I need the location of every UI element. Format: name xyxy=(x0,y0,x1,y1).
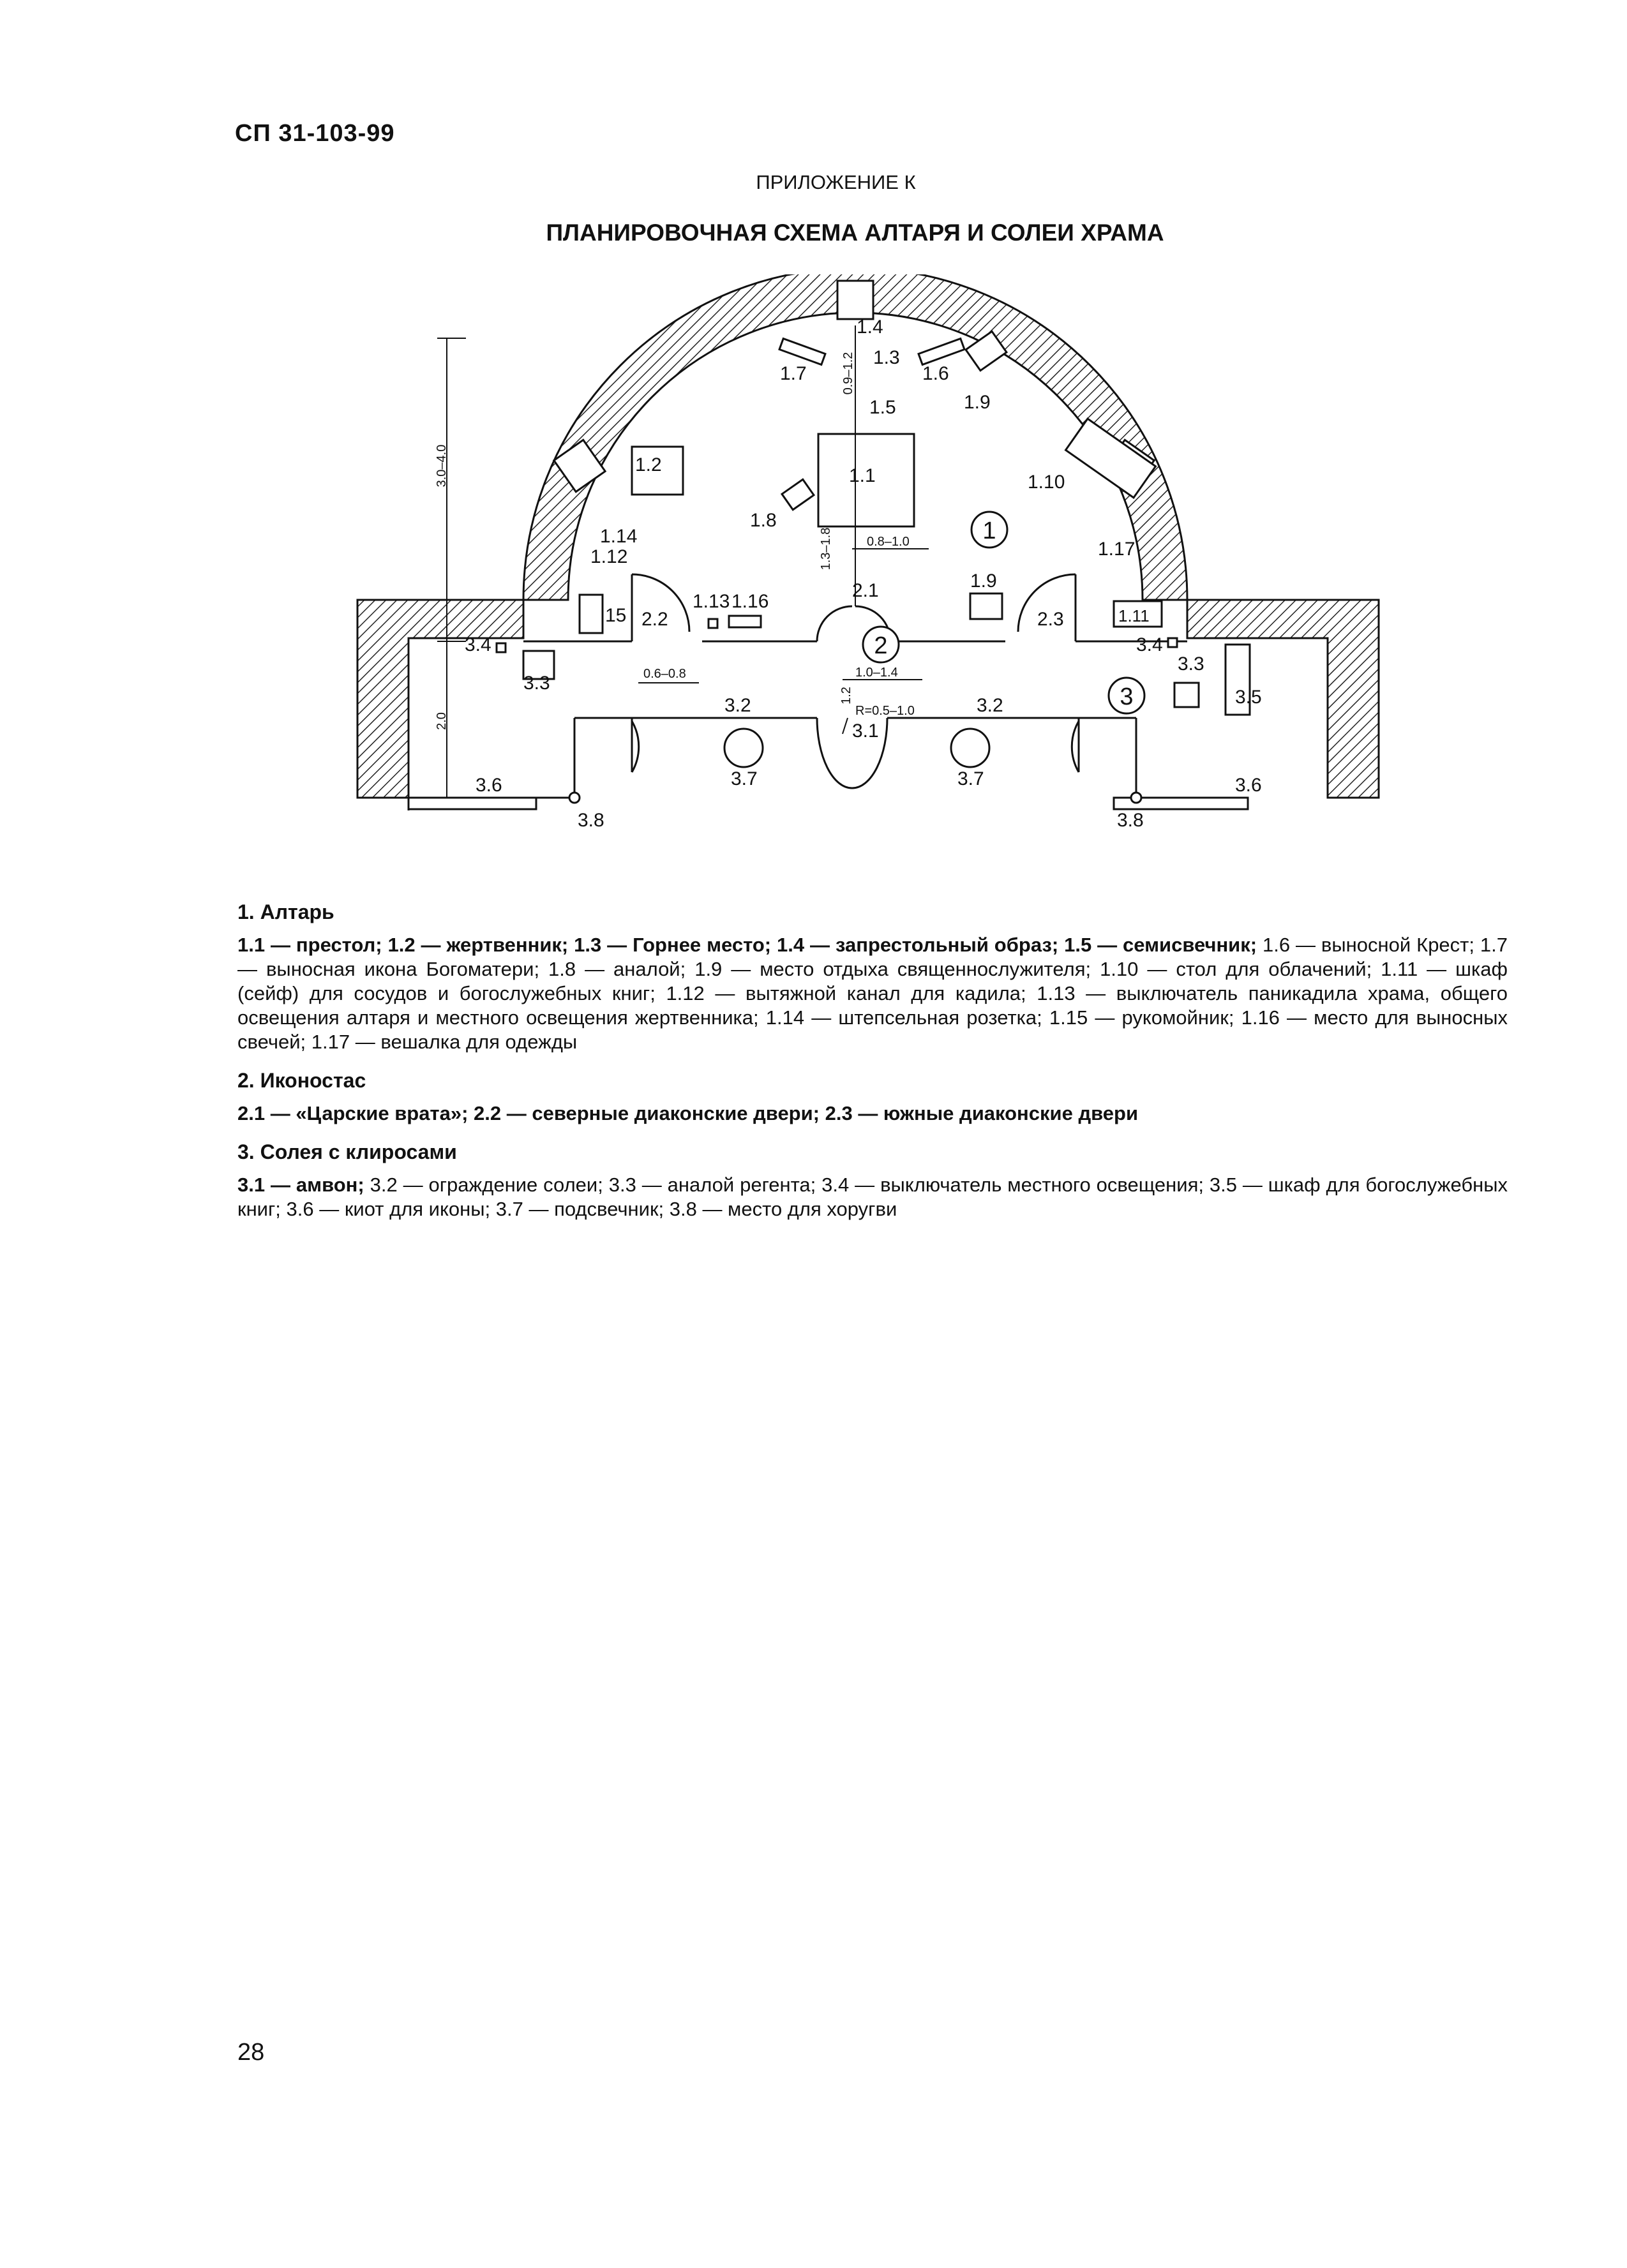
label-3-6a: 3.6 xyxy=(476,775,502,796)
seat-1-9b xyxy=(970,593,1002,619)
section-3-text xyxy=(237,1173,1508,1221)
label-3-4b: 3.4 xyxy=(1136,634,1163,655)
label-1-12: 1.12 xyxy=(590,546,628,567)
label-3-3a: 3.3 xyxy=(523,673,550,694)
switch-3-4-left xyxy=(497,643,506,652)
label-1-4: 1.4 xyxy=(857,317,883,338)
label-2-1: 2.1 xyxy=(852,580,879,601)
legend xyxy=(237,900,1508,1235)
dim-gate: 1.0–1.4 xyxy=(855,666,898,680)
label-1-1: 1.1 xyxy=(849,465,876,486)
section-2-bold: 2.1 — «Царские врата»; 2.2 — северные диаконские двери; 2.3 — южные диаконские двери xyxy=(237,1102,1138,1124)
label-1-15: 15 xyxy=(605,605,627,626)
switch-1-13 xyxy=(709,619,717,628)
label-3-5: 3.5 xyxy=(1235,687,1262,708)
label-1-16: 1.16 xyxy=(731,591,769,612)
dim-left: 0.6–0.8 xyxy=(643,667,686,681)
candle-place xyxy=(729,616,761,627)
banner-right xyxy=(1131,793,1141,803)
floor-plan-diagram xyxy=(332,274,1430,862)
label-1-8: 1.8 xyxy=(750,510,777,531)
dim-top: 0.9–1.2 xyxy=(841,352,855,395)
dim-solea: 1.2 xyxy=(839,687,853,705)
label-1-7: 1.7 xyxy=(780,363,807,384)
section-1-heading: 1. Алтарь xyxy=(237,900,334,923)
dim-radius: R=0.5–1.0 xyxy=(855,704,915,718)
icon-1-7 xyxy=(779,339,825,365)
dim-side: 1.3–1.8 xyxy=(819,527,833,571)
label-2-2: 2.2 xyxy=(641,609,668,630)
label-1-17: 1.17 xyxy=(1098,539,1136,560)
label-3-1: 3.1 xyxy=(852,720,879,742)
section-1-regular: 1.6 — выносной Крест; 1.7 — выносная икона Богоматери; 1.8 — аналой; 1.9 — место отдыха священнослужителя; 1.10 — стол для облачений; 1.11 — шкаф (сейф) для сосудов и богослужебных книг; 1.12 — вытяжной канал для кадила; 1.13 — выключатель паникадила храма, общего освещения алтаря и местного освещения жертвенника; 1.14 — штепсельная розетка; 1.15 — рукомойник; 1.16 — место для выносных свечей; 1.17 — вешалка для одежды xyxy=(237,934,1508,1053)
label-1-5: 1.5 xyxy=(869,397,896,418)
label-3-6b: 3.6 xyxy=(1235,775,1262,796)
label-3-2a: 3.2 xyxy=(724,695,751,716)
label-1-9b: 1.9 xyxy=(970,571,997,592)
lectern-3-3-right xyxy=(1174,683,1199,707)
left-wall xyxy=(357,600,523,798)
section-2-text xyxy=(237,1101,1508,1126)
label-3-2b: 3.2 xyxy=(977,695,1003,716)
candlestand-right xyxy=(951,729,989,767)
section-3-heading: 3. Солея с клиросами xyxy=(237,1140,457,1163)
label-3-7a: 3.7 xyxy=(731,768,758,789)
label-1-10: 1.10 xyxy=(1028,472,1065,493)
section-3-regular: 3.2 — ограждение солеи; 3.3 — аналой регента; 3.4 — выключатель местного освещения; 3.5 — шкаф для богослужебных книг; 3.6 — киот для иконы; 3.7 — подсвечник; 3.8 — место для хоругви xyxy=(237,1174,1508,1220)
zone-3-label: 3 xyxy=(1120,683,1134,710)
section-1-bold: 1.1 — престол; 1.2 — жертвенник; 1.3 — Горнее место; 1.4 — запрестольный образ; 1.5 — семисвечник; xyxy=(237,934,1257,956)
label-1-6: 1.6 xyxy=(922,363,949,384)
page-number: 28 xyxy=(237,2039,265,2066)
label-1-11: 1.11 xyxy=(1118,606,1150,625)
candlestand-left xyxy=(724,729,763,767)
appendix-label: ПРИЛОЖЕНИЕ К xyxy=(756,171,916,193)
banner-left xyxy=(569,793,580,803)
section-1-text xyxy=(237,933,1508,1054)
zone-1-label: 1 xyxy=(982,518,996,544)
label-1-3: 1.3 xyxy=(873,347,900,368)
icon-1-6 xyxy=(918,339,964,365)
zone-2-label: 2 xyxy=(874,632,888,659)
right-wall xyxy=(1187,600,1379,798)
label-3-3b: 3.3 xyxy=(1178,653,1204,675)
label-2-3: 2.3 xyxy=(1037,609,1064,630)
dim-height: 3.0–4.0 xyxy=(435,444,449,488)
section-3-bold: 3.1 — амвон; xyxy=(237,1174,364,1196)
section-2-heading: 2. Иконостас xyxy=(237,1069,366,1092)
lectern-1-8 xyxy=(782,479,814,510)
dim-throne: 0.8–1.0 xyxy=(867,535,910,549)
label-3-8a: 3.8 xyxy=(578,810,604,831)
label-3-4a: 3.4 xyxy=(465,634,491,655)
document-title: ПЛАНИРОВОЧНАЯ СХЕМА АЛТАРЯ И СОЛЕИ ХРАМА xyxy=(546,220,1164,246)
kiot-3-6-left xyxy=(409,798,536,809)
label-1-9a: 1.9 xyxy=(964,392,991,413)
switch-3-4-right xyxy=(1168,638,1177,647)
label-1-2: 1.2 xyxy=(635,454,662,475)
window-top xyxy=(837,281,873,319)
document-code: СП 31-103-99 xyxy=(235,120,395,147)
label-3-8b: 3.8 xyxy=(1117,810,1144,831)
dim-two: 2.0 xyxy=(435,712,449,730)
washbasin xyxy=(580,595,603,633)
label-1-13: 1.13 xyxy=(693,591,730,612)
label-3-7b: 3.7 xyxy=(957,768,984,789)
solea-railing xyxy=(409,718,1245,810)
label-1-14: 1.14 xyxy=(600,526,638,547)
